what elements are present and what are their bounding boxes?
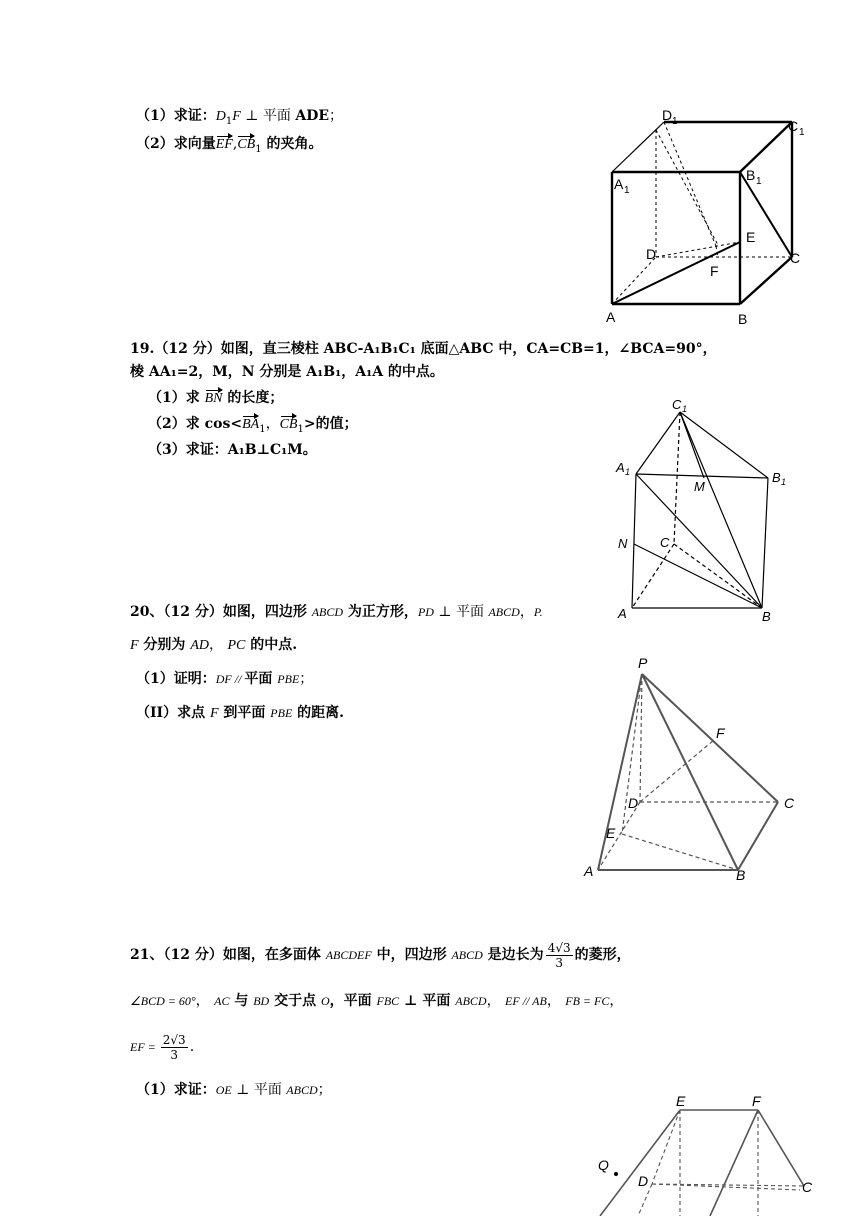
q21-part1: （1）求证：OE ⊥ 平面 ABCD；	[136, 1082, 332, 1098]
label-e: E	[606, 825, 616, 841]
point-q-dot	[614, 1172, 618, 1176]
label-c: C	[790, 250, 801, 266]
q21-line1: 21、（12 分）如图，在多面体 ABCDEF 中，四边形 ABCD 是边长为 $\frac{4√3}{3}$ 的菱形，	[130, 940, 631, 970]
q18-part1: （1）求证：$D_1F$ ⊥ 平面 ADE；	[136, 108, 344, 127]
q18-cube-figure	[598, 100, 810, 332]
label-c: C	[784, 795, 795, 811]
q20-part1: （1）证明：DF // 平面 PBE；	[136, 671, 314, 687]
svg-text:1: 1	[682, 404, 688, 414]
label-a: A	[606, 309, 616, 325]
q19-line1: 19.（12 分）如图，直三棱柱 ABC-A₁B₁C₁ 底面△ABC 中，CA=CB=1，∠BCA=90°，	[130, 341, 717, 357]
label-a1: A	[616, 460, 625, 475]
q19-line2: 棱 AA₁=2，M，N 分别是 A₁B₁，A₁A 的中点。	[130, 364, 444, 380]
label-d1: D	[662, 107, 673, 123]
svg-text:1: 1	[624, 185, 630, 196]
svg-text:1: 1	[799, 127, 805, 138]
label-b: B	[738, 311, 748, 327]
label-e: E	[676, 1093, 686, 1109]
label-d: D	[646, 246, 657, 262]
label-a: A	[618, 606, 627, 621]
label-d: D	[628, 795, 639, 811]
label-c1: C	[672, 397, 682, 412]
fraction-side-length: $\frac{4√3}{3}$	[547, 940, 571, 970]
label-f: F	[716, 725, 725, 741]
label-c: C	[802, 1179, 813, 1195]
label-a1: A	[614, 176, 624, 192]
label-a: A	[584, 863, 594, 879]
q21-line2: ∠BCD = 60°， AC 与 BD 交于点 O，平面 FBC ⊥ 平面 ABCD， EF // AB， FB = FC，	[130, 993, 624, 1009]
label-d: D	[638, 1173, 649, 1189]
label-q: Q	[598, 1157, 609, 1173]
label-f: F	[752, 1093, 761, 1109]
q21-polyhedron-figure	[590, 1090, 822, 1216]
q19-part2: （2）求 $\cos<BA_1$，$CB_1>$的值；	[148, 416, 358, 435]
q20-pyramid-figure	[578, 652, 806, 884]
label-b1: B	[772, 470, 781, 485]
label-b: B	[736, 867, 746, 883]
svg-text:1: 1	[756, 176, 762, 187]
svg-text:1: 1	[672, 116, 678, 127]
label-p: P	[638, 655, 648, 671]
svg-text:1: 1	[781, 477, 787, 487]
label-e: E	[746, 229, 756, 245]
q21-line3: EF = $\frac{2√3}{3}$ .	[130, 1032, 195, 1062]
label-n: N	[618, 536, 628, 551]
label-c1: C	[788, 118, 799, 134]
label-b: B	[762, 609, 771, 624]
label-c: C	[660, 535, 670, 550]
svg-text:1: 1	[625, 467, 631, 477]
label-b1: B	[746, 167, 756, 183]
q20-line2: F 分别为 AD， PC 的中点.	[130, 637, 298, 653]
q19-prism-figure	[612, 396, 798, 628]
q20-line1: 20、（12 分）如图，四边形 ABCD 为正方形，PD ⊥ 平面 ABCD，P.	[130, 604, 543, 620]
q20-part2: （II）求点 F 到平面 PBE 的距离.	[136, 705, 345, 721]
q18-part2: （2）求向量$EF,CB_1$ 的夹角。	[136, 136, 323, 155]
label-m: M	[694, 479, 705, 494]
label-f: F	[710, 263, 719, 279]
q19-part1: （1）求 BN 的长度；	[148, 388, 283, 409]
q19-part3: （3）求证：A₁B⊥C₁M。	[148, 442, 317, 458]
fraction-ef-length: $\frac{2√3}{3}$	[162, 1032, 186, 1062]
